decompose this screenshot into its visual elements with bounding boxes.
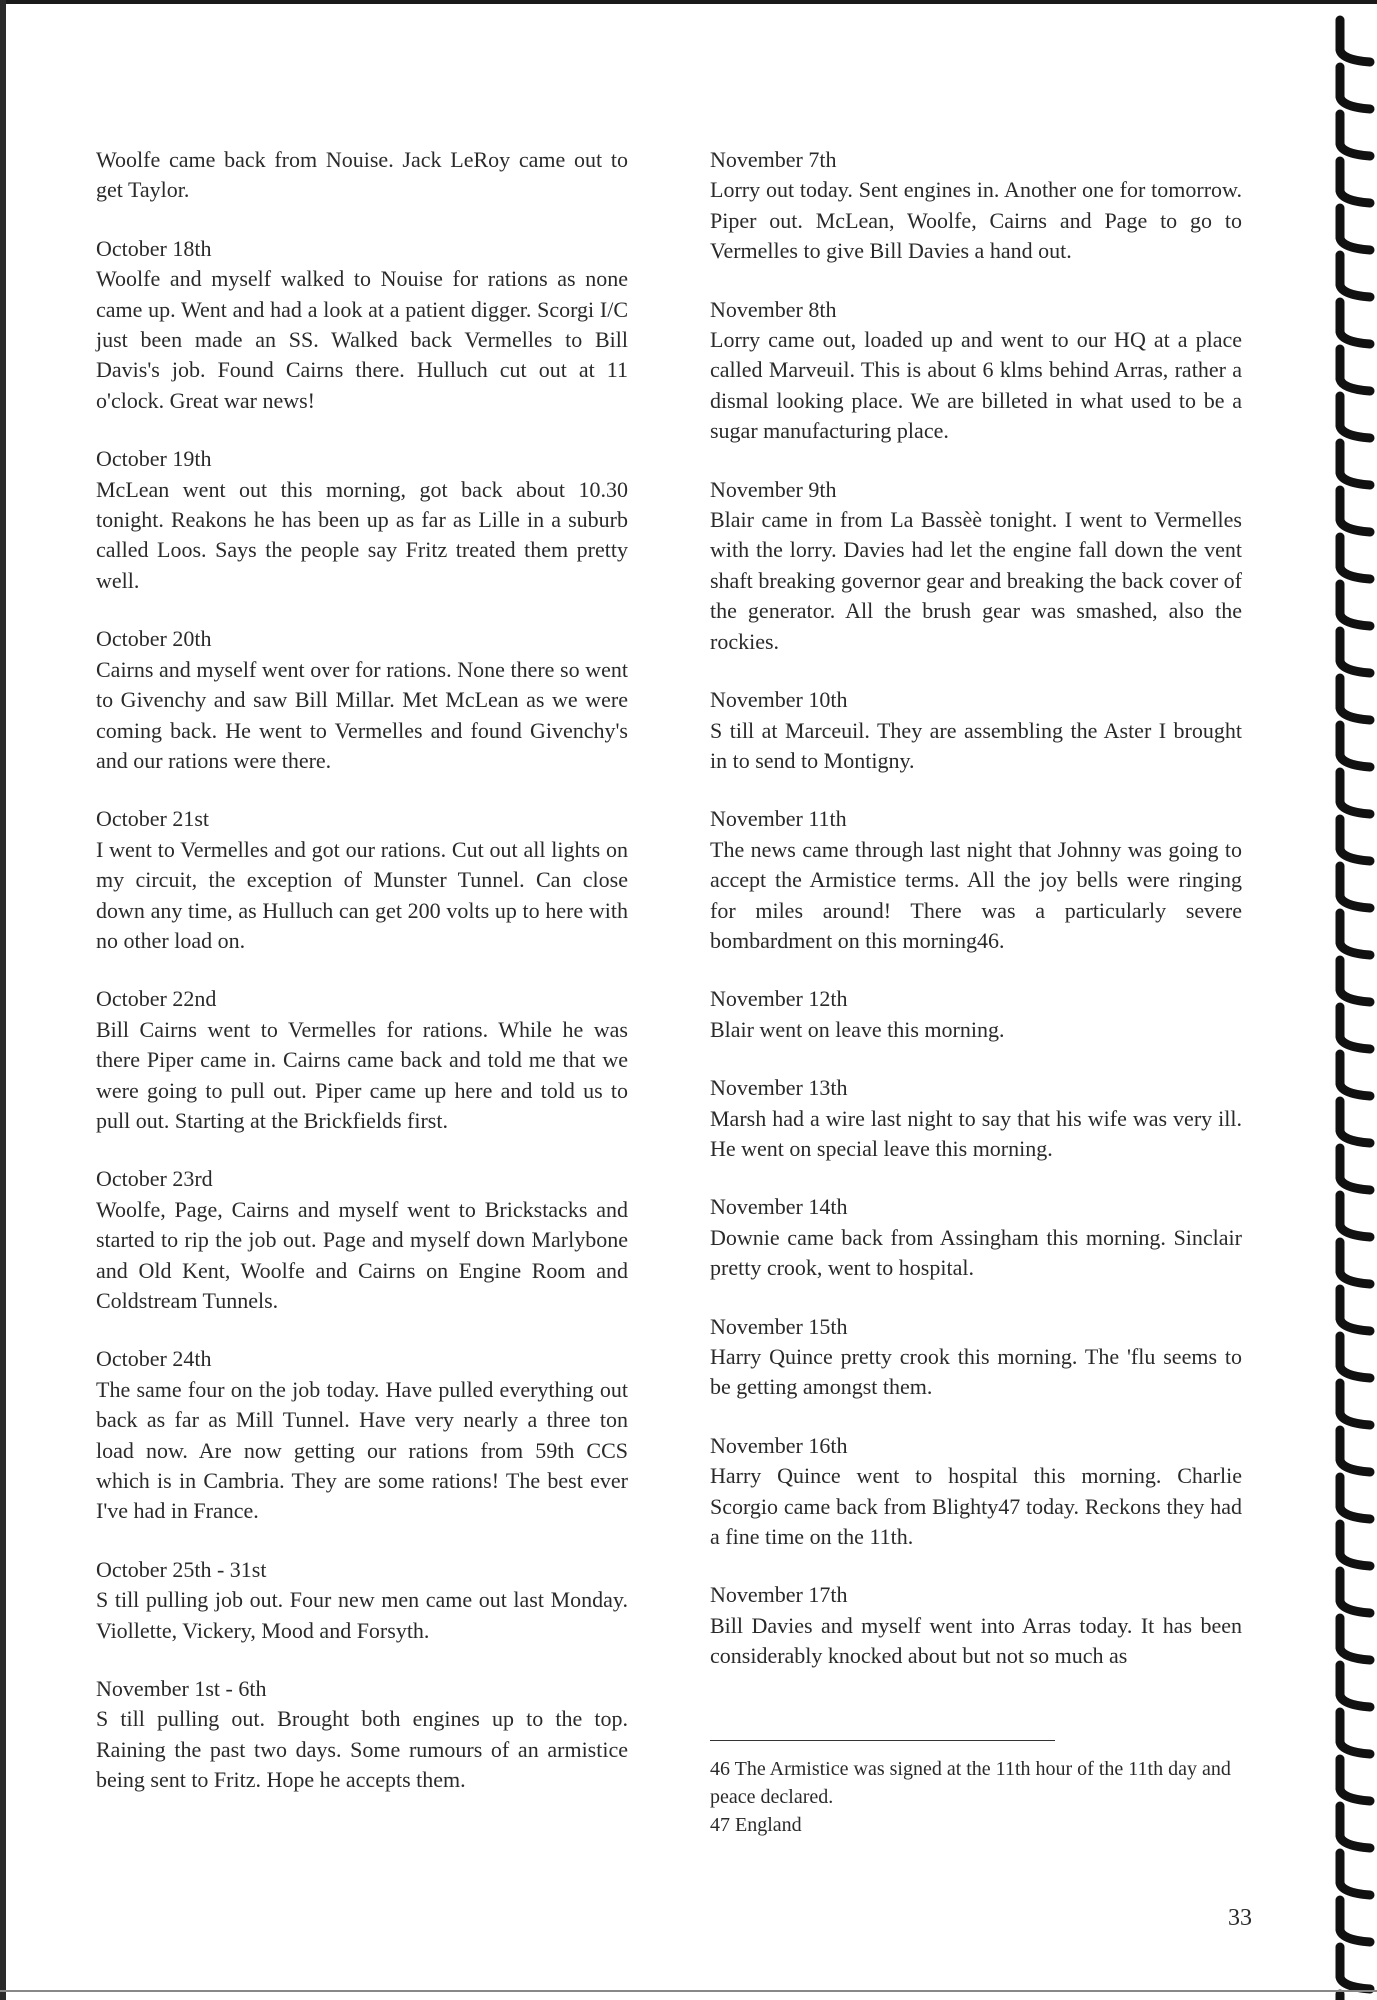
entry-text: The news came through last night that Johnny was going to accept the Armistice terms. All the joy bells were ringing for miles around! There was a particularly severe bombardment on this morning46.: [710, 836, 1242, 953]
binding-coil: [1340, 443, 1370, 485]
entry-date: November 12th: [710, 986, 848, 1012]
diary-entry: [710, 984, 1242, 1045]
diary-entry: [96, 234, 628, 416]
binding-coil: [1340, 819, 1370, 861]
entry-text: Woolfe came back from Nouise. Jack LeRoy came out to get Taylor.: [96, 147, 628, 203]
entry-date: October 23rd: [96, 1166, 213, 1192]
diary-entry: [710, 475, 1242, 657]
entry-date: November 10th: [710, 687, 848, 713]
entry-date: November 14th: [710, 1194, 848, 1220]
binding-coil: [1340, 1994, 1370, 2000]
diary-entry: [710, 1312, 1242, 1403]
diary-entry: [96, 145, 628, 206]
page-number: 33: [1228, 1905, 1252, 1931]
entry-text: I went to Vermelles and got our rations. Cut out all lights on my circuit, the exception of Munster Tunnel. Can close down any time, as Hulluch can get 200 volts up to here with no other load on.: [96, 836, 628, 953]
bottom-edge-rule: [0, 1990, 1377, 1992]
entry-text: McLean went out this morning, got back about 10.30 tonight. Reakons he has been up as far as Lille in a suburb called Loos. Says the people say Fritz treated them pretty well.: [96, 476, 628, 593]
right-column: [710, 145, 1242, 1700]
footnote-47: 47 England: [710, 1814, 802, 1836]
entry-date: October 24th: [96, 1346, 212, 1372]
entry-text: S till pulling out. Brought both engines up to the top. Raining the past two days. Some rumours of an armistice being sent to Fritz. Hope he accepts them.: [96, 1706, 628, 1793]
binding-coil: [1340, 1054, 1370, 1096]
diary-entry: [96, 444, 628, 596]
entry-date: November 1st - 6th: [96, 1676, 267, 1702]
entry-text: Marsh had a wire last night to say that his wife was very ill. He went on special leave this morning.: [710, 1105, 1242, 1161]
entry-text: Bill Davies and myself went into Arras today. It has been considerably knocked about but not so much as: [710, 1612, 1242, 1669]
entry-text: The same four on the job today. Have pulled everything out back as far as Mill Tunnel. Have very nearly a three ton load now. Are now getting our rations from 59th CCS which is in Cambria. They are some rations! The best ever I've had in France.: [96, 1376, 628, 1524]
diary-entry: [96, 1164, 628, 1316]
entry-date: October 20th: [96, 626, 212, 652]
left-page-edge: [0, 0, 6, 2000]
binding-coil: [1340, 255, 1370, 297]
binding-coil: [1340, 1477, 1370, 1519]
entry-text: Lorry out today. Sent engines in. Another one for tomorrow. Piper out. McLean, Woolfe, Cairns and Page to go to Vermelles to give Bill Davies a hand out.: [710, 177, 1242, 264]
binding-coil: [1340, 1947, 1370, 1989]
binding-coil: [1340, 1007, 1370, 1049]
binding-coil: [1340, 1148, 1370, 1190]
entry-date: November 13th: [710, 1075, 848, 1101]
diary-entry: [710, 804, 1242, 956]
footnote-46: 46 The Armistice was signed at the 11th hour of the 11th day and peace declared.: [710, 1758, 1231, 1808]
diary-entry: [96, 1555, 628, 1646]
footnotes: [710, 1740, 1250, 1839]
binding-coil: [1340, 1900, 1370, 1942]
binding-coil: [1340, 302, 1370, 344]
entry-text: Lorry came out, loaded up and went to our HQ at a place called Marveuil. This is about 6 klms behind Arras, rather a dismal looking place. We are billeted in what used to be a sugar manufacturing place.: [710, 327, 1242, 444]
entry-text: Blair came in from La Bassèè tonight. I went to Vermelles with the lorry. Davies had let the engine fall down the vent shaft breaking governor gear and breaking the back cover of the generator. All the brush gear was smashed, also the rockies.: [710, 507, 1242, 654]
entry-text: S till at Marceuil. They are assembling the Aster I brought in to send to Montigny.: [710, 717, 1242, 773]
binding-coil: [1340, 1524, 1370, 1566]
binding-coil: [1340, 725, 1370, 767]
entry-date: November 11th: [710, 806, 847, 832]
binding-coil: [1340, 1430, 1370, 1472]
binding-coil: [1340, 1806, 1370, 1848]
binding-coil: [1340, 537, 1370, 579]
diary-entry: [710, 685, 1242, 776]
binding-coil: [1340, 490, 1370, 532]
binding-coil: [1340, 1853, 1370, 1895]
binding-coil: [1340, 396, 1370, 438]
binding-coil: [1340, 866, 1370, 908]
diary-entry: [710, 1580, 1242, 1671]
entry-date: October 18th: [96, 235, 212, 261]
binding-coil: [1340, 1242, 1370, 1284]
diary-entry: [96, 1674, 628, 1796]
binding-coil: [1340, 349, 1370, 391]
binding-coil: [1340, 1618, 1370, 1660]
entry-date: November 8th: [710, 296, 837, 322]
entry-date: October 25th - 31st: [96, 1556, 267, 1582]
left-column: [96, 145, 628, 1824]
binding-coil: [1340, 1101, 1370, 1143]
diary-entry: [710, 145, 1242, 267]
diary-entry: [96, 984, 628, 1136]
binding-coil: [1340, 584, 1370, 626]
entry-date: November 7th: [710, 147, 837, 172]
binding-coil: [1340, 1336, 1370, 1378]
entry-text: Cairns and myself went over for rations. None there so went to Givenchy and saw Bill Millar. Met McLean as we were coming back. He went to Vermelles and found Givenchy's and our rations were there.: [96, 656, 628, 773]
binding-coil: [1340, 20, 1370, 62]
entry-text: Downie came back from Assingham this morning. Sinclair pretty crook, went to hospital.: [710, 1224, 1242, 1281]
entry-date: November 9th: [710, 476, 837, 502]
diary-entry: [710, 1192, 1242, 1283]
binding-coil: [1340, 114, 1370, 156]
entry-text: Bill Cairns went to Vermelles for rations. While he was there Piper came in. Cairns came back and told me that we were going to pull out. Piper came up here and told us to pull out. Starting at the Brickfields first.: [96, 1016, 628, 1133]
binding-coil: [1340, 960, 1370, 1002]
entry-text: Blair went on leave this morning.: [710, 1016, 1005, 1042]
diary-entry: [710, 1073, 1242, 1164]
binding-coil: [1340, 1289, 1370, 1331]
diary-entry: [96, 804, 628, 956]
entry-text: Harry Quince pretty crook this morning. The 'flu seems to be getting amongst them.: [710, 1344, 1242, 1400]
binding-coil: [1340, 631, 1370, 673]
binding-coil: [1340, 772, 1370, 814]
binding-coil: [1340, 1571, 1370, 1613]
binding-coil: [1340, 67, 1370, 109]
entry-text: S till pulling job out. Four new men came out last Monday. Viollette, Vickery, Mood and Forsyth.: [96, 1587, 628, 1643]
entry-date: November 16th: [710, 1432, 848, 1458]
diary-entry: [96, 624, 628, 776]
binding-coil: [1340, 913, 1370, 955]
binding-coil: [1340, 1712, 1370, 1754]
diary-entry: [710, 1431, 1242, 1553]
binding-coil: [1340, 1665, 1370, 1707]
entry-date: October 21st: [96, 806, 210, 832]
entry-date: October 22nd: [96, 986, 217, 1012]
binding-coil: [1340, 208, 1370, 250]
footnote-rule: [710, 1740, 1055, 1741]
entry-date: October 19th: [96, 446, 212, 472]
binding-coil: [1340, 1383, 1370, 1425]
spiral-binding: [1320, 0, 1377, 2000]
binding-coil: [1340, 1195, 1370, 1237]
entry-text: Woolfe and myself walked to Nouise for rations as none came up. Went and had a look at a patient digger. Scorgi I/C just been made an SS. Walked back Vermelles to Bill Davis's job. Found Cairns there. Hulluch cut out at 11 o'clock. Great war news!: [96, 266, 628, 413]
diary-entry: [96, 1344, 628, 1526]
binding-coil: [1340, 161, 1370, 203]
binding-coil: [1340, 1759, 1370, 1801]
top-edge-rule: [0, 0, 1377, 4]
entry-text: Harry Quince went to hospital this morning. Charlie Scorgio came back from Blighty47 today. Reckons they had a fine time on the 11th.: [710, 1463, 1242, 1550]
entry-date: November 15th: [710, 1313, 848, 1339]
entry-date: November 17th: [710, 1582, 848, 1608]
diary-entry: [710, 295, 1242, 447]
binding-coil: [1340, 678, 1370, 720]
entry-text: Woolfe, Page, Cairns and myself went to Brickstacks and started to rip the job out. Page and myself down Marlybone and Old Kent, Woolfe and Cairns on Engine Room and Coldstream Tunnels.: [96, 1196, 628, 1313]
